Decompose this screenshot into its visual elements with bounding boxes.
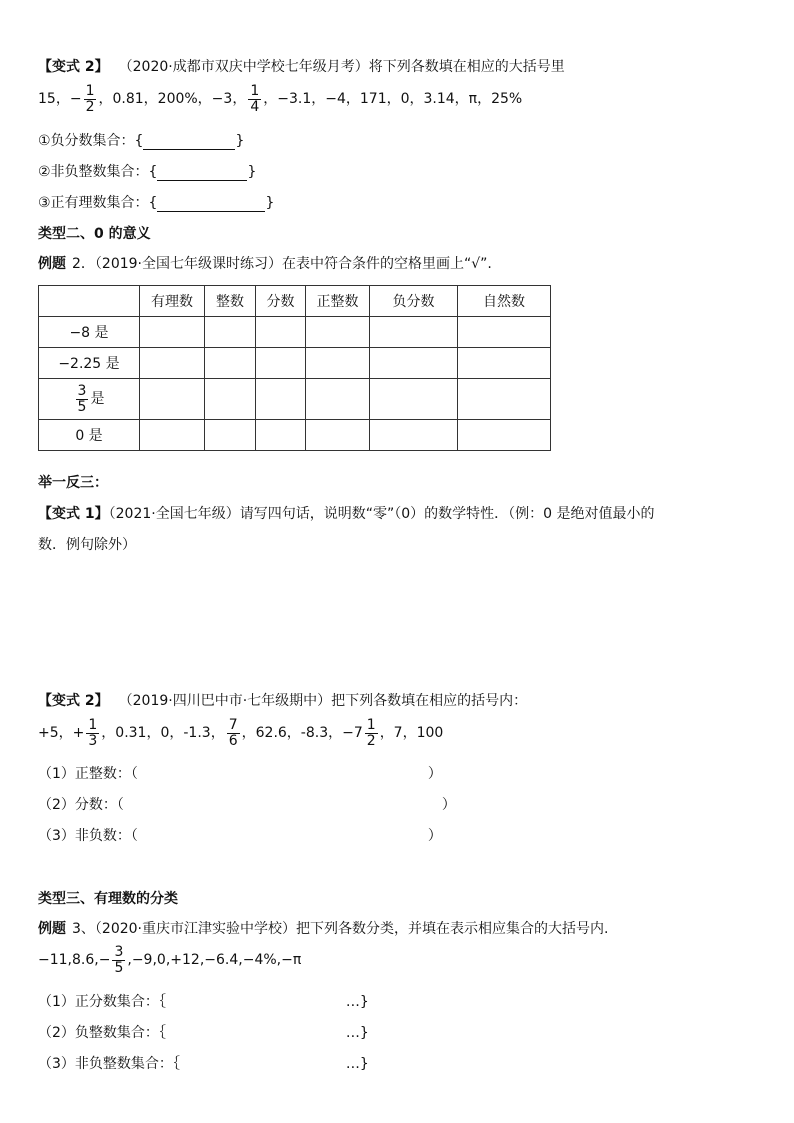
check-cell[interactable] [458,348,551,379]
example-text: 2．（2019·全国七年级课时练习）在表中符合条件的空格里画上“√”. [72,256,492,272]
set-label: （3）非负整数集合：｛ [38,1056,180,1072]
set-item-positive-rational [38,192,274,212]
check-cell[interactable] [140,348,205,379]
bracket-label: （1）正整数：（ [38,766,138,782]
number-text: ,−9,0,+12,−6.4,−4%,−π [127,952,302,969]
check-cell[interactable] [205,317,256,348]
fraction-denominator: 3 [88,732,98,749]
bracket-close: ） [441,797,456,813]
set-close: } [265,195,275,211]
table-row [39,348,551,379]
variant-text: （2021·全国七年级）请写四句话，说明数“零”（0）的数学特性．（例：0 是绝对值最小的 [108,506,655,522]
variant-tag: 【变式 2】 [38,59,109,75]
section-title-type3: 类型三、有理数的分类 [38,891,178,907]
check-cell[interactable] [306,379,370,420]
fraction-seven-sixths [227,718,240,748]
variant2b-heading [38,690,527,710]
check-cell[interactable] [458,379,551,420]
variant2-heading [38,56,565,76]
check-cell[interactable] [306,420,370,451]
bracket-close: ） [427,828,442,844]
bracket-close: ） [427,766,442,782]
table-row [39,317,551,348]
example-tag: 例题 [38,256,66,272]
set-item-negative-fraction [38,130,244,150]
fraction-denominator: 5 [114,959,124,976]
answer-blank[interactable] [157,168,247,181]
check-cell[interactable] [205,420,256,451]
bracket-item-fraction [38,794,456,814]
fraction-numerator: 1 [366,717,376,733]
section-title-practice: 举一反三： [38,475,108,491]
fraction-numerator: 3 [114,944,124,960]
bracket-item-nonnegative [38,825,442,845]
number-text: ，7，100 [379,725,444,742]
set-label: （1）正分数集合：｛ [38,994,166,1010]
check-cell[interactable] [370,348,458,379]
fraction-one-half [84,84,97,114]
check-cell[interactable] [140,420,205,451]
number-text: ，0.81，200%，−3， [98,91,247,108]
number-text: − [69,91,82,108]
table-header-cell [39,286,140,317]
check-cell[interactable] [205,379,256,420]
variant-source: （2020·成都市双庆中学校七年级月考）将下列各数填在相应的大括号里 [118,59,565,75]
set-item-negative-integer [38,1022,369,1042]
check-cell[interactable] [306,348,370,379]
number-text: ，62.6，-8.3，−7 [241,725,363,742]
fraction-one-quarter [248,84,261,114]
table-header-cell: 整数 [205,286,256,317]
classification-table [38,285,551,451]
table-header-cell: 分数 [256,286,306,317]
example-tag: 例题 [38,921,66,937]
set-label: ②非负整数集合：{ [38,164,158,180]
set-close: …} [345,994,369,1010]
check-cell[interactable] [370,420,458,451]
table-header-cell: 正整数 [306,286,370,317]
set-close: …} [345,1025,369,1041]
number-text: 15， [38,91,70,108]
variant-tag: 【变式 2】 [38,693,109,709]
set-item-positive-fraction [38,991,369,1011]
fraction-one-half [365,718,378,748]
check-cell[interactable] [370,379,458,420]
fraction-denominator: 2 [366,732,376,749]
number-text: −11,8.6,− [38,952,111,969]
check-cell[interactable] [306,317,370,348]
number-text: ，0.31，0，-1.3， [101,725,225,742]
row-label-suffix: 是 [90,391,105,407]
fraction-denominator: 2 [85,98,95,115]
set-label: ①负分数集合：{ [38,133,144,149]
check-cell[interactable] [205,348,256,379]
bracket-item-positive-integer [38,763,442,783]
number-list [38,718,443,748]
number-text: ，−3.1，−4，171，0，3.14，π，25% [263,91,523,108]
variant-tag: 【变式 1】 [38,506,109,522]
set-close: } [235,133,245,149]
set-label: （2）负整数集合：｛ [38,1025,166,1041]
section-title-type2: 类型二、0 的意义 [38,226,151,242]
example-text: 3、（2020·重庆市江津实验中学校）把下列各数分类，并填在表示相应集合的大括号内. [72,921,609,937]
fraction-three-fifths [112,945,125,975]
number-list [38,84,522,114]
variant-source: （2019·四川巴中市·七年级期中）把下列各数填在相应的括号内： [118,693,528,709]
check-cell[interactable] [256,348,306,379]
set-item-nonneg-integer [38,1053,369,1073]
row-label: −8 是 [39,317,140,348]
fraction-numerator: 1 [250,83,260,99]
number-text: +5，+ [38,725,85,742]
check-cell[interactable] [140,379,205,420]
fraction-numerator: 1 [85,83,95,99]
fraction-numerator: 3 [77,382,87,399]
bracket-label: （2）分数：（ [38,797,124,813]
set-close: } [247,164,257,180]
fraction-numerator: 7 [228,717,238,733]
check-cell[interactable] [140,317,205,348]
table-header-cell: 负分数 [370,286,458,317]
row-label: −2.25 是 [39,348,140,379]
check-cell[interactable] [458,420,551,451]
check-cell[interactable] [458,317,551,348]
number-list [38,945,301,975]
set-close: …} [345,1056,369,1072]
table-header-cell: 有理数 [140,286,205,317]
check-cell[interactable] [370,317,458,348]
example3-heading [38,918,608,938]
fraction-one-third [86,718,99,748]
table-row [39,379,551,420]
fraction-denominator: 4 [250,98,260,115]
check-cell[interactable] [256,420,306,451]
row-label: 0 是 [39,420,140,451]
set-item-nonneg-integer [38,161,256,181]
table-header-cell: 自然数 [458,286,551,317]
variant1-line1 [38,503,654,523]
fraction-three-fifths [76,384,89,414]
fraction-denominator: 6 [228,732,238,749]
check-cell[interactable] [256,379,306,420]
variant1-line2: 数．例句除外） [38,537,136,553]
answer-blank[interactable] [143,137,235,150]
table-row [39,420,551,451]
example2-heading [38,253,492,273]
row-label [39,379,140,420]
check-cell[interactable] [256,317,306,348]
answer-blank[interactable] [157,199,265,212]
fraction-numerator: 1 [88,717,98,733]
bracket-label: （3）非负数：（ [38,828,138,844]
set-label: ③正有理数集合：{ [38,195,158,211]
fraction-denominator: 5 [77,398,87,415]
table-header-row [39,286,551,317]
